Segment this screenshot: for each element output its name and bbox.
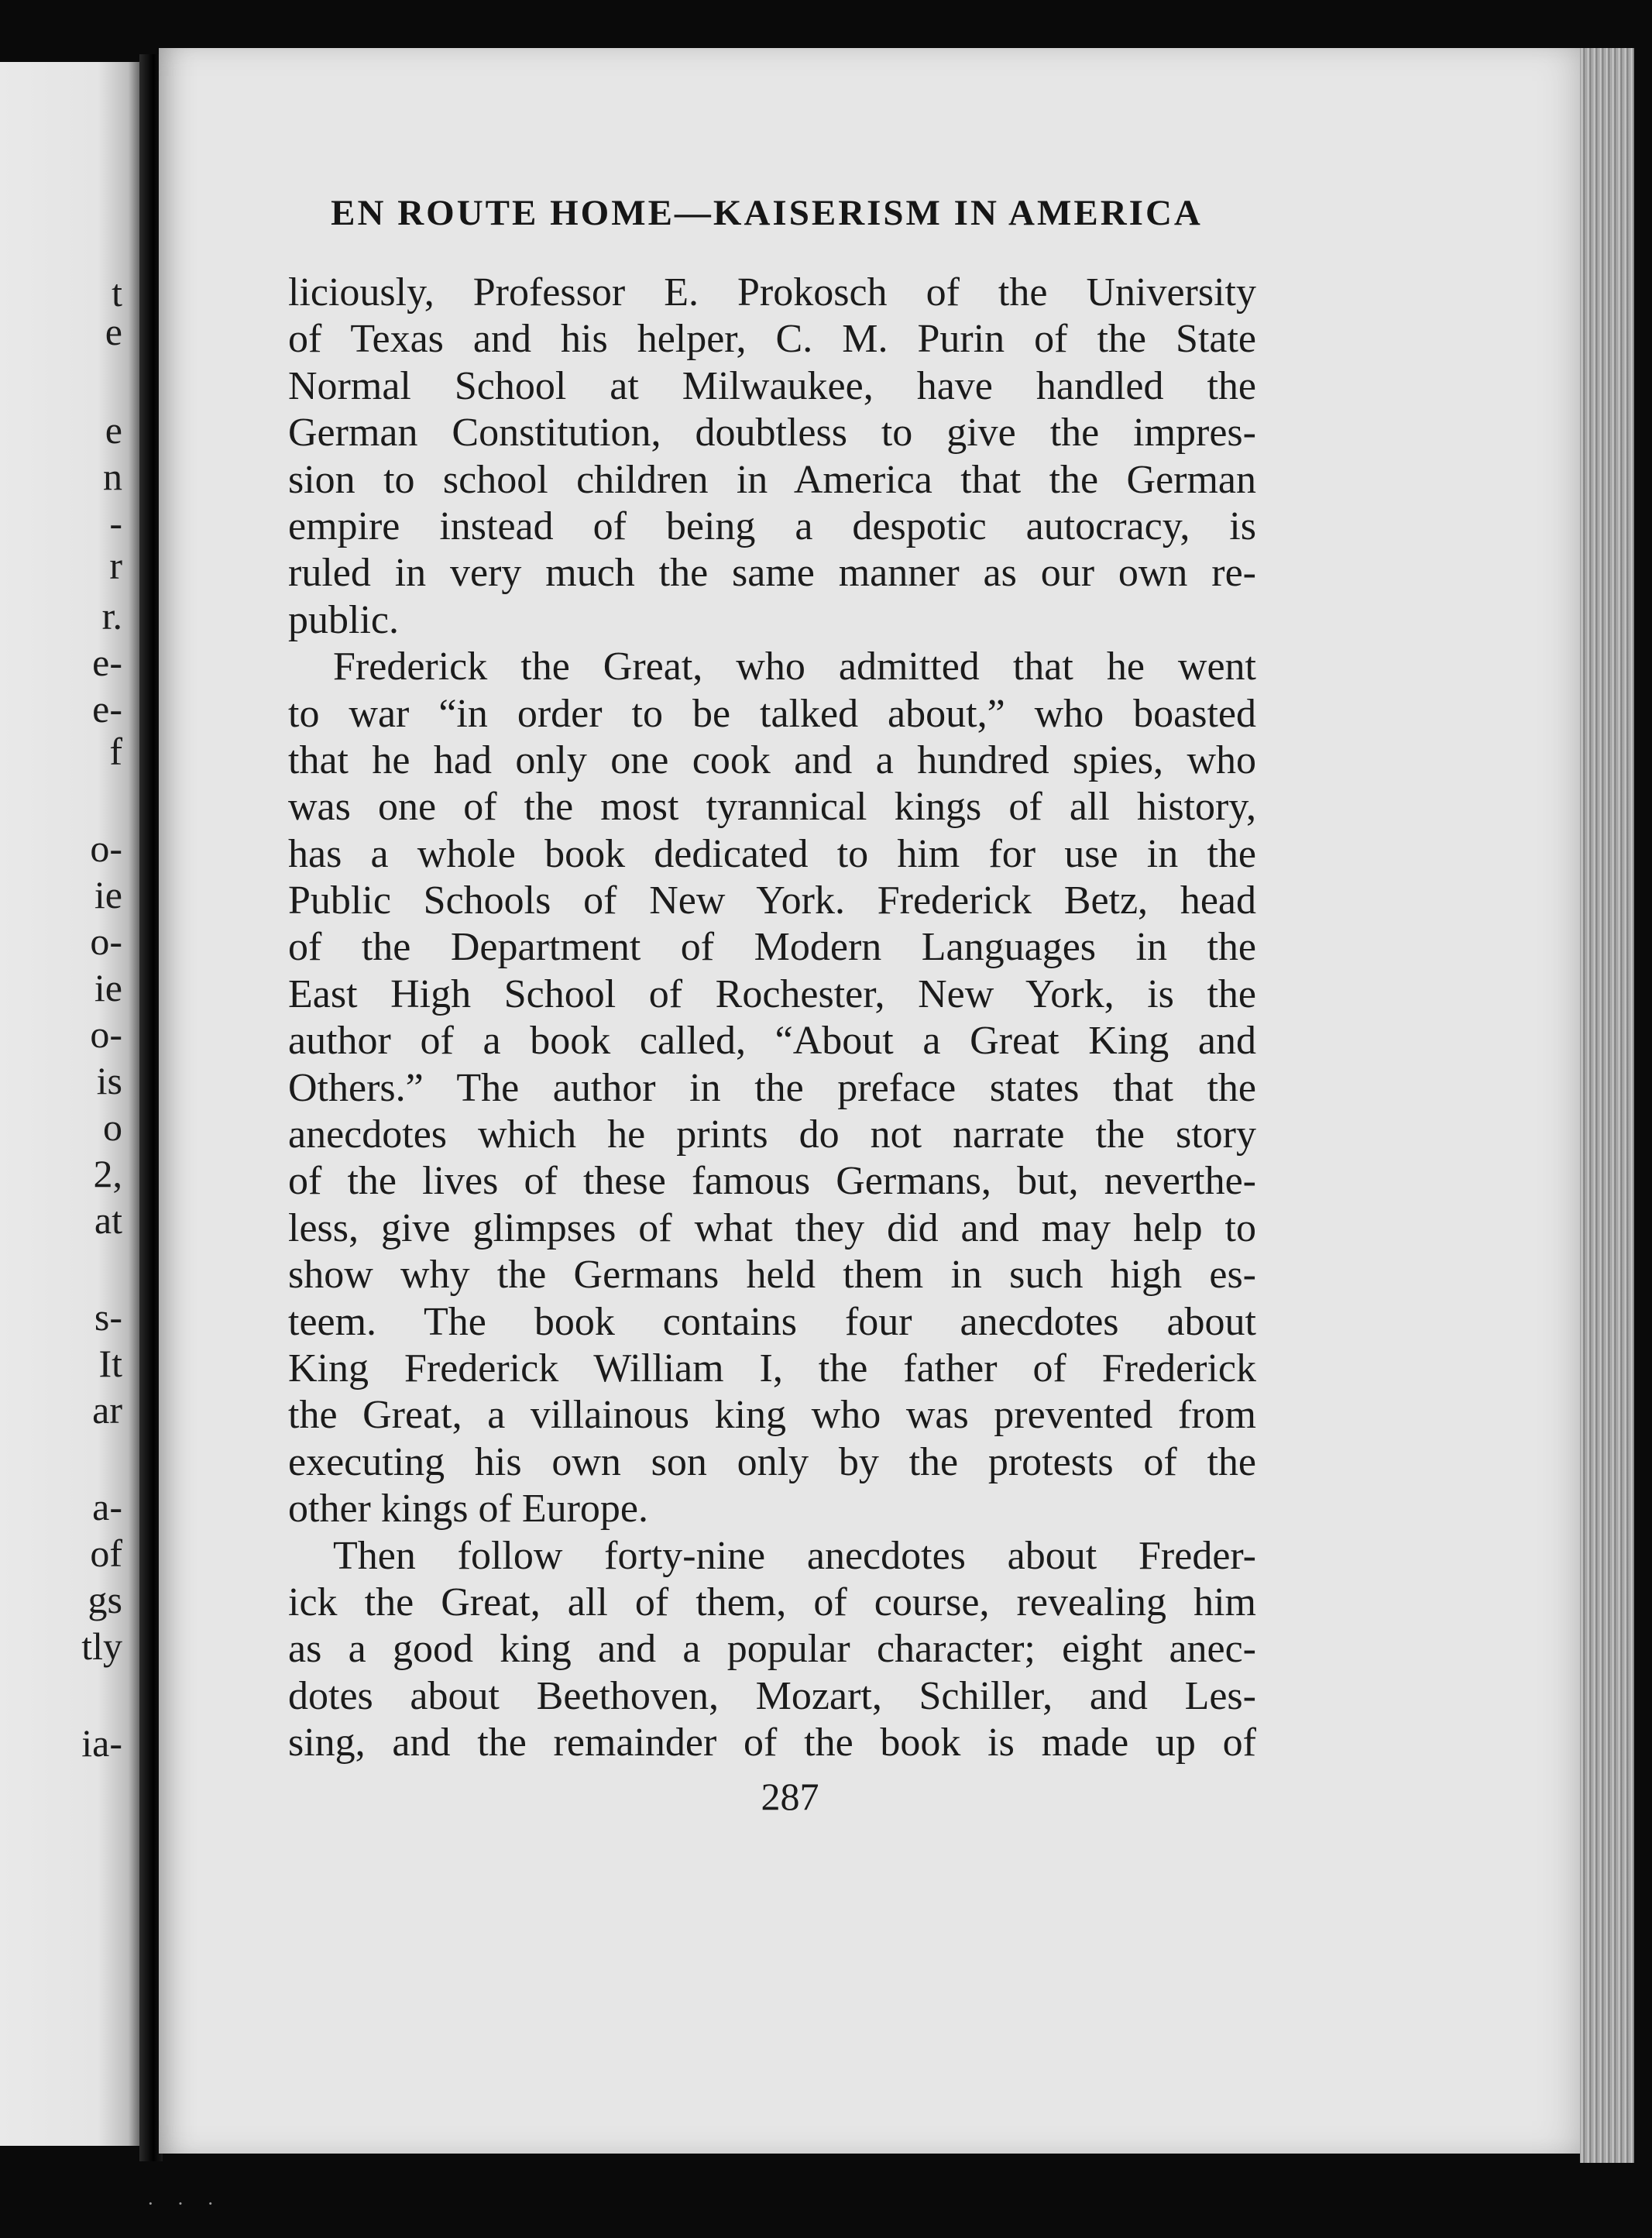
text-line: dotes about Beethoven, Mozart, Schiller, and Les-: [288, 1673, 1256, 1718]
left-fragment: ar: [92, 1388, 122, 1432]
left-fragment: a-: [92, 1485, 122, 1528]
text-line: ick the Great, all of them, of course, revealing him: [288, 1580, 1256, 1624]
page-edges: [1580, 48, 1634, 2163]
left-fragment: r: [109, 544, 122, 587]
text-line: was one of the most tyrannical kings of all history,: [288, 785, 1256, 830]
text-line: Frederick the Great, who admitted that he went: [333, 645, 1256, 689]
left-fragment: ie: [94, 966, 122, 1009]
left-fragment: o-: [90, 1012, 122, 1056]
text-line: liciously, Professor E. Prokosch of the University: [288, 270, 1256, 315]
text-line: the Great, a villainous king who was prevented from: [288, 1393, 1256, 1438]
text-line: of the lives of these famous Germans, but, neverthe-: [288, 1159, 1256, 1204]
left-fragment: e-: [92, 641, 122, 684]
text-line: ruled in very much the same manner as our own re-: [288, 551, 1256, 596]
left-fragment: e: [105, 408, 122, 452]
left-fragment: f: [109, 730, 122, 773]
text-line: German Constitution, doubtless to give the impres-: [288, 411, 1256, 456]
text-line: that he had only one cook and a hundred spies, who: [288, 737, 1256, 782]
text-line: East High School of Rochester, New York, is the: [288, 971, 1256, 1016]
text-line: executing his own son only by the protests of the: [288, 1439, 1256, 1484]
left-fragment: e: [105, 310, 122, 353]
text-line: Public Schools of New York. Frederick Betz, head: [288, 878, 1256, 923]
text-line: show why the Germans held them in such high es-: [288, 1253, 1256, 1298]
text-line: empire instead of being a despotic autocracy, is: [288, 504, 1256, 548]
left-fragment: -: [109, 501, 122, 545]
text-line: sing, and the remainder of the book is made up of: [288, 1721, 1256, 1765]
text-line: King Frederick William I, the father of Frederick: [288, 1346, 1256, 1391]
left-fragment: e-: [92, 687, 122, 731]
left-fragment: 2,: [93, 1152, 122, 1195]
text-line: sion to school children in America that the German: [288, 457, 1256, 502]
scan-dust: ···: [147, 2192, 237, 2215]
text-line: Then follow forty-nine anecdotes about Freder-: [333, 1533, 1256, 1578]
left-fragment: gs: [88, 1578, 122, 1621]
text-line: public.: [288, 597, 399, 642]
left-fragment: tly: [81, 1624, 122, 1668]
text-line: Normal School at Milwaukee, have handled the: [288, 363, 1256, 408]
text-line: teem. The book contains four anecdotes about: [288, 1299, 1256, 1344]
left-page: [0, 62, 139, 2146]
text-line: anecdotes which he prints do not narrate the story: [288, 1112, 1256, 1157]
text-line: Others.” The author in the preface states that the: [288, 1065, 1256, 1110]
left-fragment: It: [98, 1342, 122, 1385]
text-line: to war “in order to be talked about,” who boasted: [288, 691, 1256, 736]
left-fragment: at: [94, 1198, 122, 1242]
left-fragment: ia-: [81, 1721, 122, 1765]
left-fragment: t: [112, 271, 122, 315]
text-line: less, give glimpses of what they did and may help to: [288, 1205, 1256, 1250]
text-line: as a good king and a popular character; eight anec-: [288, 1627, 1256, 1672]
left-fragment: o-: [90, 827, 122, 870]
text-line: of the Department of Modern Languages in the: [288, 925, 1256, 970]
left-fragment: is: [96, 1059, 122, 1102]
text-line: other kings of Europe.: [288, 1487, 649, 1532]
left-fragment: ie: [94, 873, 122, 916]
text-line: of Texas and his helper, C. M. Purin of the State: [288, 317, 1256, 362]
page-number: 287: [761, 1775, 819, 1818]
running-head: EN ROUTE HOME—KAISERISM IN AMERICA: [331, 193, 1203, 233]
text-line: has a whole book dedicated to him for use in the: [288, 831, 1256, 876]
left-fragment: o: [103, 1105, 122, 1149]
text-line: author of a book called, “About a Great King and: [288, 1019, 1256, 1064]
left-fragment: o-: [90, 920, 122, 963]
body-text: [288, 270, 1256, 1767]
left-fragment: of: [90, 1532, 122, 1575]
left-fragment: s-: [94, 1295, 122, 1339]
left-fragment: n: [103, 455, 122, 498]
left-fragment: r.: [101, 594, 122, 638]
